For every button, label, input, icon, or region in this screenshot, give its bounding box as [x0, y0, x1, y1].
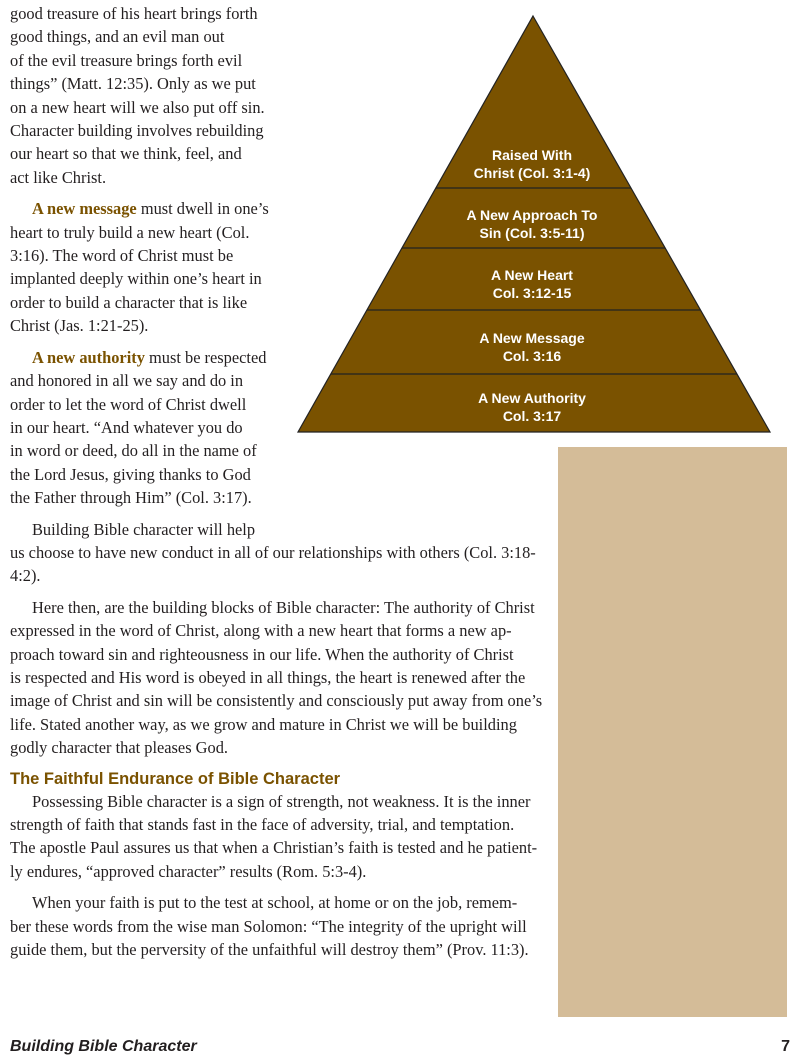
text-line: A new message must dwell in one’s: [32, 199, 269, 219]
text-line: When your faith is put to the test at school, at home or on the job, remem-: [32, 893, 518, 913]
pyramid-level-label: A New Authority: [478, 390, 586, 406]
paragraph: [10, 596, 543, 760]
character-pyramid-diagram: [0, 0, 800, 460]
text-line: is respected and His word is obeyed in all things, the heart is renewed after the: [10, 667, 526, 687]
pyramid-shape: [298, 16, 770, 432]
text-line: of the evil treasure brings forth evil: [10, 50, 243, 70]
text-line: life. Stated another way, as we grow and mature in Christ we will be building: [10, 714, 517, 734]
pyramid-level-label: Col. 3:17: [502, 408, 562, 424]
text-line: in our heart. “And whatever you do: [10, 417, 243, 437]
text-line: 3:16). The word of Christ must be: [10, 246, 234, 266]
text-line: strength of faith that stands fast in the face of adversity, trial, and temptation.: [10, 815, 515, 834]
text-line: Possessing Bible character is a sign of strength, not weakness. It is the inner: [32, 791, 531, 811]
text-line: 4:2).: [10, 566, 41, 586]
text-line: Christ (Jas. 1:21-25).: [10, 316, 149, 336]
text-line: The apostle Paul assures us that when a Christian’s faith is tested and he patient-: [10, 838, 538, 858]
text-line: implanted deeply within one’s heart in: [10, 269, 262, 289]
pyramid-level-label: A New Heart: [491, 267, 573, 283]
pyramid-level-label: A New Message: [479, 330, 585, 346]
text-line: ly endures, “approved character” results (Rom. 5:3-4).: [10, 861, 367, 881]
text-line: the Father through Him” (Col. 3:17).: [10, 488, 252, 508]
pyramid-level-label: Col. 3:12-15: [492, 285, 572, 301]
text-line: order to let the word of Christ dwell: [10, 394, 247, 414]
text-line: on a new heart will we also put off sin.: [10, 97, 265, 117]
text-line: our heart so that we think, feel, and: [10, 144, 242, 164]
page-number: 7: [781, 1038, 790, 1055]
pyramid-level-label: Raised With: [492, 147, 572, 163]
text-line: proach toward sin and righteousness in our life. When the authority of Christ: [10, 644, 514, 664]
text-line: act like Christ.: [10, 167, 107, 187]
text-line: guide them, but the perversity of the unfaithful will destroy them” (Prov. 11:3).: [10, 940, 529, 960]
paragraph: [10, 518, 540, 588]
text-line: Building Bible character will help: [32, 519, 256, 539]
text-line: us choose to have new conduct in all of our relationships with others (Col. 3:18-: [10, 542, 536, 562]
text-line: A new authority must be respected: [32, 347, 267, 367]
paragraph: [10, 891, 540, 961]
text-line: and honored in all we say and do in: [10, 371, 244, 391]
emphasis: A new message: [32, 199, 137, 219]
paragraph: [10, 790, 540, 884]
text-line: the Lord Jesus, giving thanks to God: [10, 464, 251, 484]
text-line: things” (Matt. 12:35). Only as we put: [10, 74, 256, 94]
text-line: Character building involves rebuilding: [10, 121, 264, 141]
text-line: image of Christ and sin will be consistently and consciously put away from one’s: [10, 691, 543, 711]
text-line: good things, and an evil man out: [10, 27, 225, 47]
emphasis: A new authority: [32, 347, 145, 367]
text-line: in word or deed, do all in the name of: [10, 441, 257, 461]
text-line: ber these words from the wise man Solomon: “The integrity of the upright will: [10, 916, 527, 936]
sidebar-box: [558, 447, 787, 1017]
section-heading: The Faithful Endurance of Bible Character: [10, 769, 341, 788]
pyramid-level-label: Col. 3:16: [502, 348, 562, 364]
pyramid-level-label: Sin (Col. 3:5-11): [479, 225, 585, 241]
text-line: expressed in the word of Christ, along with a new heart that forms a new ap-: [10, 621, 512, 641]
text-line: good treasure of his heart brings forth: [10, 4, 258, 23]
pyramid-level-label: A New Approach To: [466, 207, 598, 223]
text-line: heart to truly build a new heart (Col.: [10, 222, 250, 242]
pyramid-level-label: Christ (Col. 3:1-4): [473, 165, 591, 181]
text-line: order to build a character that is like: [10, 292, 248, 312]
text-line: Here then, are the building blocks of Bible character: The authority of Christ: [32, 597, 535, 617]
footer-title: Building Bible Character: [10, 1038, 197, 1055]
text-line: godly character that pleases God.: [10, 738, 229, 758]
